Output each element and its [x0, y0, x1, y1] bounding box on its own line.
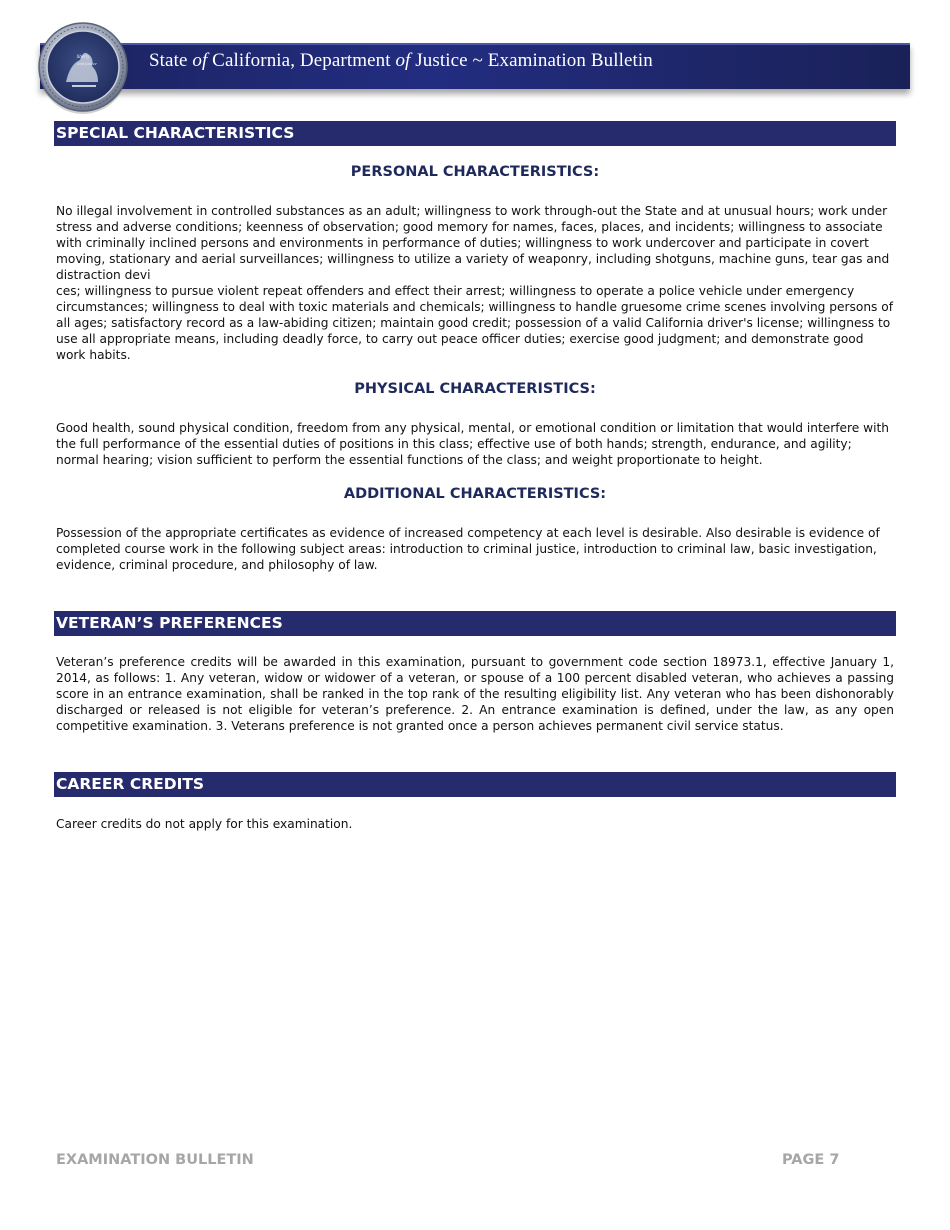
header-title: State of California, Department of Justice ~ Examination Bulletin — [149, 50, 653, 71]
physical-characteristics-text: Good health, sound physical condition, freedom from any physical, mental, or emotional condition or limitation that would interfere with the full performance of the essential duties of positions in this class; effective use of both hands; strength, endurance, and agility; normal hearing; vision sufficient to perform the essential functions of the class; and weight proportionate to height. — [56, 421, 889, 467]
personal-characteristics-text — [56, 203, 894, 363]
department-seal-logo — [36, 20, 130, 114]
svg-text:liberty: liberty — [76, 55, 90, 60]
section-heading-veterans-preferences: VETERAN’S PREFERENCES — [54, 611, 896, 636]
footer-page-number: PAGE 7 — [782, 1152, 840, 1168]
subheading-personal-characteristics: PERSONAL CHARACTERISTICS: — [350, 164, 600, 180]
subheading-additional-characteristics: ADDITIONAL CHARACTERISTICS: — [343, 486, 607, 502]
career-credits-text: Career credits do not apply for this examination. — [56, 817, 353, 831]
section-heading-special-characteristics: SPECIAL CHARACTERISTICS — [54, 121, 896, 146]
svg-text:and justice: and justice — [77, 61, 97, 66]
additional-characteristics-text: Possession of the appropriate certificates as evidence of increased competency at each level is desirable. Also desirable is evidence of completed course work in the following subject areas: introduction to criminal justice, introduction to criminal law, basic investigation, evidence, criminal procedure, and philosophy of law. — [56, 526, 880, 572]
personal-characteristics-paragraph-2: ces; willingness to pursue violent repeat offenders and effect their arrest; willingness to operate a police vehicle under emergency circumstances; willingness to deal with toxic materials and chemicals; willingness to handle gruesome crime scenes involving persons of all ages; satisfactory record as a law-abiding citizen; maintain good credit; possession of a valid California driver's license; willingness to use all appropriate means, including deadly force, to carry out peace officer duties; exercise good judgment; and demonstrate good work habits. — [56, 284, 894, 362]
personal-characteristics-paragraph-1: No illegal involvement in controlled substances as an adult; willingness to work through-out the State and at unusual hours; work under stress and adverse conditions; keenness of observation; good memory for names, faces, places, and incidents; willingness to associate with criminally inclined persons and environments in performance of duties; willingness to work undercover and participate in covert moving, stationary and aerial surveillances; willingness to utilize a variety of weaponry, including shotguns, machine guns, tear gas and distraction devi — [56, 204, 890, 282]
veterans-preferences-text: Veteran’s preference credits will be awarded in this examination, pursuant to government code section 18973.1, effective January 1, 2014, as follows: 1. Any veteran, widow or widower of a veteran, or spouse of a 100 percent disabled veteran, who achieves a passing score in an entrance examination, shall be ranked in the top rank of the resulting eligibility list. Any veteran who has been dishonorably discharged or released is not eligible for veteran’s preference. 2. An entrance examination is defined, under the law, as any open competitive examination. 3. Veterans preference is not granted once a person achieves permanent civil service status. — [56, 655, 894, 733]
subheading-physical-characteristics: PHYSICAL CHARACTERISTICS: — [354, 381, 596, 397]
footer-bulletin-label: EXAMINATION BULLETIN — [56, 1152, 254, 1168]
section-heading-career-credits: CAREER CREDITS — [54, 772, 896, 797]
